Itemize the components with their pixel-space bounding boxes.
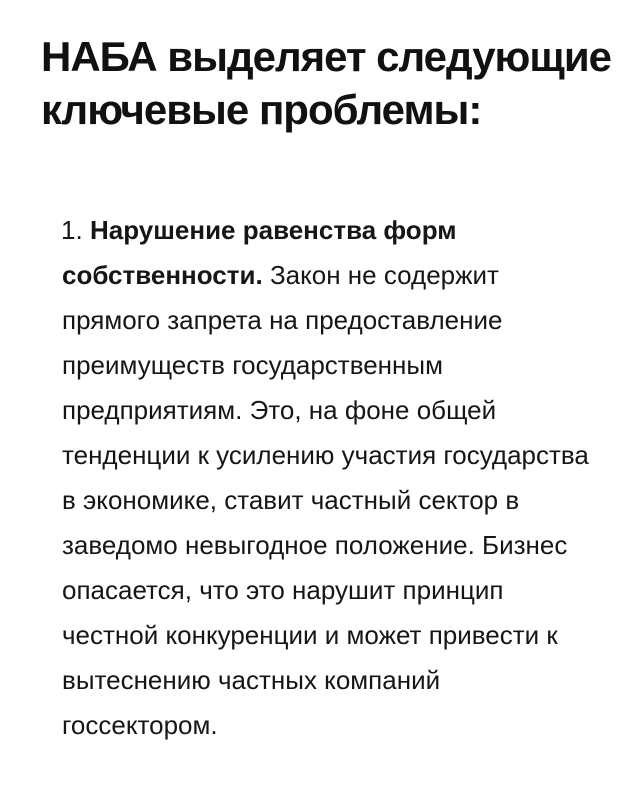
list-item-number: 1. — [61, 215, 83, 245]
list-item-body: Закон не содержит прямого запрета на предоставление преимуществ государственным предприятиям. Это, на фоне общей тенденции к усилению участия государства в экономике, ставит частный сектор в заведомо невыгодное положение. Бизнес опасается, что это нарушит принцип честной конкуренции и может привести к вытеснению частных компаний госсектором. — [62, 260, 589, 740]
problem-list — [0, 208, 640, 748]
list-item — [0, 208, 640, 748]
article-heading: НАБА выделяет следующие ключевые проблемы: — [41, 33, 612, 133]
list-item-title: Нарушение равенства форм собственности. — [62, 215, 457, 290]
